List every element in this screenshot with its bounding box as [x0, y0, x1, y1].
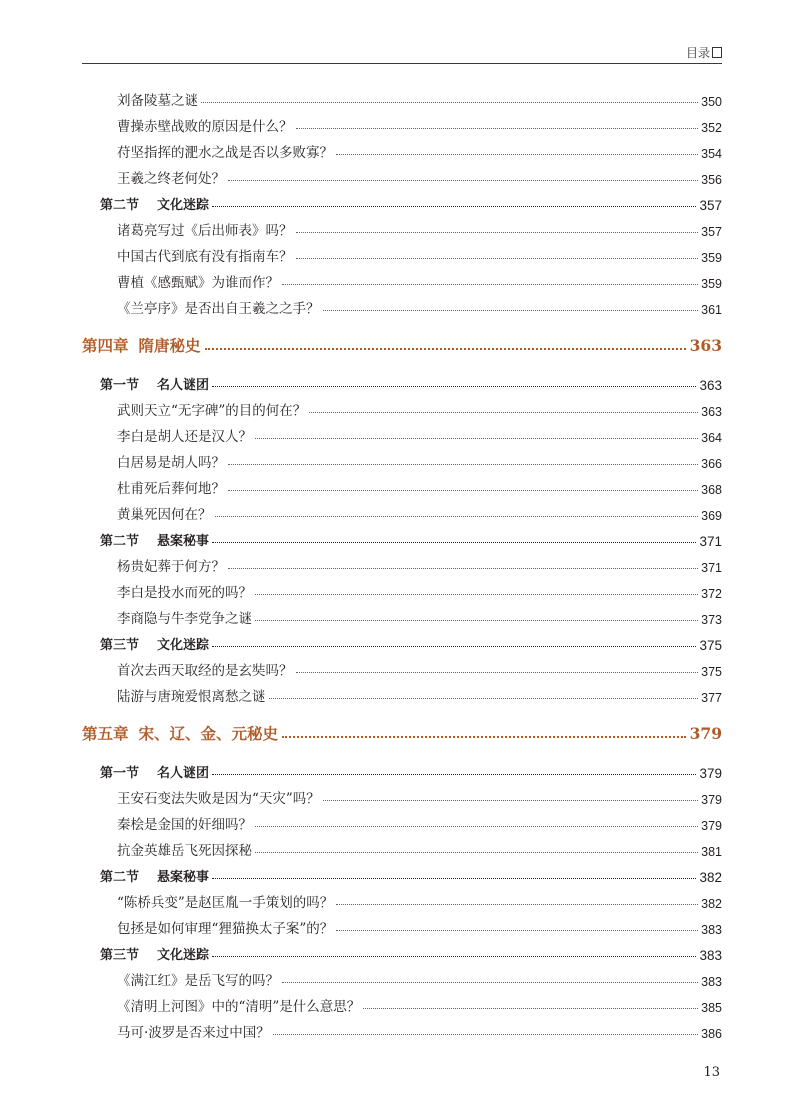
- toc-entry[interactable]: [82, 393, 722, 419]
- dot-leader: [255, 852, 698, 853]
- toc-entry-title: [117, 89, 198, 109]
- toc-title-text: 杨贵妃葬于何方？: [117, 559, 225, 575]
- toc-title-text: 武则天立“无字碑”的目的何在？: [117, 403, 307, 419]
- toc-page-number: 359: [701, 277, 722, 291]
- toc-page-number: 375: [699, 638, 722, 653]
- dot-leader: [212, 774, 696, 775]
- toc-entry[interactable]: [82, 161, 722, 187]
- toc-section-title: [100, 374, 209, 393]
- toc-page-number: 366: [701, 457, 722, 471]
- toc-title-text: 首次去西天取经的是玄奘吗？: [117, 663, 293, 679]
- toc-title-text: 文化迷踪: [157, 198, 210, 213]
- dot-leader: [323, 310, 699, 311]
- toc-section-title: [100, 194, 209, 213]
- dot-leader: [296, 128, 699, 129]
- toc-title-text: 李白是胡人还是汉人？: [117, 429, 252, 445]
- toc-title-text: 《清明上河图》中的“清明”是什么意思？: [117, 999, 361, 1015]
- toc-entry-title: [117, 245, 293, 265]
- toc-title-text: 黄巢死因何在？: [117, 507, 212, 523]
- toc-section[interactable]: [82, 523, 722, 549]
- square-icon: [712, 47, 722, 58]
- dot-leader: [212, 206, 696, 207]
- toc-section[interactable]: [82, 755, 722, 781]
- toc-entry-title: [117, 581, 252, 601]
- toc-page-number: 371: [699, 534, 722, 549]
- toc-entry-title: [117, 297, 320, 317]
- toc-entry[interactable]: [82, 213, 722, 239]
- toc-page-number: 379: [689, 723, 722, 743]
- toc-entry-title: [117, 271, 279, 291]
- toc-entry[interactable]: [82, 239, 722, 265]
- dot-leader: [255, 438, 698, 439]
- toc-title-text: 刘备陵墓之谜: [117, 93, 198, 109]
- toc-entry-title: [117, 167, 225, 187]
- toc-page-number: 377: [701, 691, 722, 705]
- toc-title-text: 王安石变法失败是因为“天灾”吗？: [117, 791, 320, 807]
- toc-entry-title: [117, 787, 320, 807]
- dot-leader: [296, 672, 699, 673]
- toc-entry-title: [117, 813, 252, 833]
- toc-entry-title: [117, 995, 360, 1015]
- toc-page-number: 381: [701, 845, 722, 859]
- dot-leader: [212, 878, 696, 879]
- toc-section[interactable]: [82, 367, 722, 393]
- toc-title-text: 李商隐与牛李党争之谜: [117, 611, 252, 627]
- toc-title-text: 曹操赤壁战败的原因是什么？: [117, 119, 293, 135]
- toc-section-number: 第二节: [100, 534, 140, 549]
- page-number: 13: [703, 1065, 720, 1080]
- toc-title-text: 文化迷踪: [157, 638, 210, 653]
- dot-leader: [269, 698, 699, 699]
- toc-section-title: [100, 866, 209, 885]
- toc-title-text: 《满江红》是岳飞写的吗？: [117, 973, 279, 989]
- toc-page-number: 379: [699, 766, 722, 781]
- dot-leader: [255, 620, 698, 621]
- toc-title-text: 白居易是胡人吗？: [117, 455, 225, 471]
- dot-leader: [201, 102, 698, 103]
- toc-title-text: 抗金英雄岳飞死因探秘: [117, 843, 252, 859]
- dot-leader: [228, 464, 698, 465]
- toc-entry-title: [117, 659, 293, 679]
- dot-leader: [212, 386, 696, 387]
- toc-entry-title: [117, 607, 252, 627]
- toc-page-number: 359: [701, 251, 722, 265]
- toc-page-number: 382: [701, 897, 722, 911]
- toc-title-text: 陆游与唐琬爱恨离愁之谜: [117, 689, 266, 705]
- toc-page-number: 385: [701, 1001, 722, 1015]
- toc-entry-title: [117, 477, 225, 497]
- dot-leader: [212, 646, 696, 647]
- toc-entry[interactable]: [82, 781, 722, 807]
- toc-title-text: 苻坚指挥的淝水之战是否以多败寡？: [117, 145, 333, 161]
- toc-page-number: 379: [701, 793, 722, 807]
- header-rule: [82, 63, 722, 64]
- toc-entry[interactable]: [82, 679, 722, 705]
- toc-title-text: 名人谜团: [157, 766, 210, 781]
- toc-page-number: 386: [701, 1027, 722, 1041]
- dot-leader: [363, 1008, 698, 1009]
- toc-title-text: 悬案秘事: [157, 534, 210, 549]
- toc-entry[interactable]: [82, 471, 722, 497]
- dot-leader: [255, 826, 698, 827]
- dot-leader: [336, 904, 698, 905]
- toc-entry-title: [117, 839, 252, 859]
- toc-page-number: 371: [701, 561, 722, 575]
- running-head-text: 目录: [685, 46, 710, 60]
- toc-chapter-title: [82, 722, 278, 744]
- toc-section-title: [100, 762, 209, 781]
- toc-title-text: 《兰亭序》是否出自王羲之之手？: [117, 301, 320, 317]
- toc-entry-title: [117, 399, 306, 419]
- toc-page-number: 383: [701, 923, 722, 937]
- dot-leader: [336, 154, 698, 155]
- toc-entry-title: [117, 1021, 270, 1041]
- dot-leader: [205, 348, 686, 350]
- toc-entry-title: [117, 451, 225, 471]
- toc-entry[interactable]: [82, 601, 722, 627]
- toc-entry[interactable]: [82, 291, 722, 317]
- dot-leader: [282, 736, 686, 738]
- toc-section-title: [100, 634, 209, 653]
- toc-entry[interactable]: [82, 419, 722, 445]
- toc-title-text: “陈桥兵变”是赵匡胤一手策划的吗？: [117, 895, 334, 911]
- dot-leader: [212, 542, 696, 543]
- dot-leader: [336, 930, 698, 931]
- dot-leader: [282, 982, 698, 983]
- toc-entry[interactable]: [82, 963, 722, 989]
- dot-leader: [215, 516, 699, 517]
- toc-title-text: 曹植《感甄赋》为谁而作？: [117, 275, 279, 291]
- toc-entry[interactable]: [82, 497, 722, 523]
- dot-leader: [309, 412, 698, 413]
- toc-entry-title: [117, 425, 252, 445]
- toc-entry[interactable]: [82, 1015, 722, 1041]
- toc-entry-title: [117, 219, 293, 239]
- toc-page-number: 361: [701, 303, 722, 317]
- toc-section-number: 第三节: [100, 948, 140, 963]
- toc-title-text: 宋、辽、金、元秘史: [138, 724, 279, 743]
- toc-section-number: 第二节: [100, 870, 140, 885]
- toc-title-text: 李白是投水而死的吗？: [117, 585, 252, 601]
- toc-entry[interactable]: [82, 989, 722, 1015]
- toc-section[interactable]: [82, 627, 722, 653]
- toc-entry[interactable]: [82, 109, 722, 135]
- dot-leader: [273, 1034, 698, 1035]
- toc-page-number: 363: [689, 335, 722, 355]
- toc-page-number: 352: [701, 121, 722, 135]
- toc-entry[interactable]: [82, 885, 722, 911]
- toc-section-number: 第一节: [100, 766, 140, 781]
- toc-title-text: 马可·波罗是否来过中国？: [117, 1025, 270, 1041]
- toc-page-number: 383: [699, 948, 722, 963]
- dot-leader: [282, 284, 698, 285]
- toc-chapter-title: [82, 334, 201, 356]
- toc-chapter-number: 第五章: [82, 724, 129, 743]
- toc-entry[interactable]: [82, 911, 722, 937]
- dot-leader: [255, 594, 698, 595]
- toc-page-number: 350: [701, 95, 722, 109]
- toc-entry-title: [117, 555, 225, 575]
- toc-title-text: 诸葛亮写过《后出师表》吗？: [117, 223, 293, 239]
- toc-entry[interactable]: [82, 265, 722, 291]
- toc-entry-title: [117, 141, 333, 161]
- dot-leader: [296, 232, 699, 233]
- toc-chapter[interactable]: [82, 713, 722, 753]
- dot-leader: [296, 258, 699, 259]
- dot-leader: [228, 568, 698, 569]
- toc-page-number: 382: [699, 870, 722, 885]
- toc-section-title: [100, 530, 209, 549]
- toc-title-text: 王羲之终老何处？: [117, 171, 225, 187]
- toc-section-number: 第三节: [100, 638, 140, 653]
- toc-page-number: 375: [701, 665, 722, 679]
- toc-page-number: 363: [701, 405, 722, 419]
- toc-section-number: 第一节: [100, 378, 140, 393]
- toc-title-text: 隋唐秘史: [138, 336, 201, 355]
- toc-entry[interactable]: [82, 653, 722, 679]
- dot-leader: [228, 180, 698, 181]
- toc-entry[interactable]: [82, 135, 722, 161]
- toc-entry[interactable]: [82, 83, 722, 109]
- toc-entry-title: [117, 891, 333, 911]
- toc-page-number: 363: [699, 378, 722, 393]
- toc-entry[interactable]: [82, 575, 722, 601]
- toc-page-number: 379: [701, 819, 722, 833]
- toc-entry-title: [117, 685, 266, 705]
- toc-title-text: 悬案秘事: [157, 870, 210, 885]
- toc-page-number: 372: [701, 587, 722, 601]
- running-head: [686, 44, 722, 61]
- toc-entry[interactable]: [82, 445, 722, 471]
- toc-page-number: 364: [701, 431, 722, 445]
- toc-page-number: 356: [701, 173, 722, 187]
- dot-leader: [212, 956, 696, 957]
- toc-title-text: 文化迷踪: [157, 948, 210, 963]
- toc-entry-title: [117, 969, 279, 989]
- dot-leader: [323, 800, 698, 801]
- toc-chapter-number: 第四章: [82, 336, 129, 355]
- toc-entry-title: [117, 115, 293, 135]
- toc-entry[interactable]: [82, 833, 722, 859]
- toc-entry-title: [117, 503, 212, 523]
- toc-section[interactable]: [82, 859, 722, 885]
- toc-page-number: 354: [701, 147, 722, 161]
- toc-entry[interactable]: [82, 807, 722, 833]
- toc-title-text: 杜甫死后葬何地？: [117, 481, 225, 497]
- toc-title-text: 秦桧是金国的奸细吗？: [117, 817, 252, 833]
- toc-section[interactable]: [82, 187, 722, 213]
- toc-section-title: [100, 944, 209, 963]
- toc-chapter[interactable]: [82, 325, 722, 365]
- toc-page-number: 373: [701, 613, 722, 627]
- toc-page-number: 383: [701, 975, 722, 989]
- toc-title-text: 名人谜团: [157, 378, 210, 393]
- toc-entry[interactable]: [82, 549, 722, 575]
- toc-section[interactable]: [82, 937, 722, 963]
- toc-page-number: 357: [701, 225, 722, 239]
- toc-page-number: 369: [701, 509, 722, 523]
- toc-title-text: 包拯是如何审理“狸猫换太子案”的？: [117, 921, 334, 937]
- toc-entry-title: [117, 917, 333, 937]
- toc-page-number: 357: [699, 198, 722, 213]
- toc-section-number: 第二节: [100, 198, 140, 213]
- dot-leader: [228, 490, 698, 491]
- toc-title-text: 中国古代到底有没有指南车？: [117, 249, 293, 265]
- table-of-contents: [82, 83, 722, 1041]
- toc-page-number: 368: [701, 483, 722, 497]
